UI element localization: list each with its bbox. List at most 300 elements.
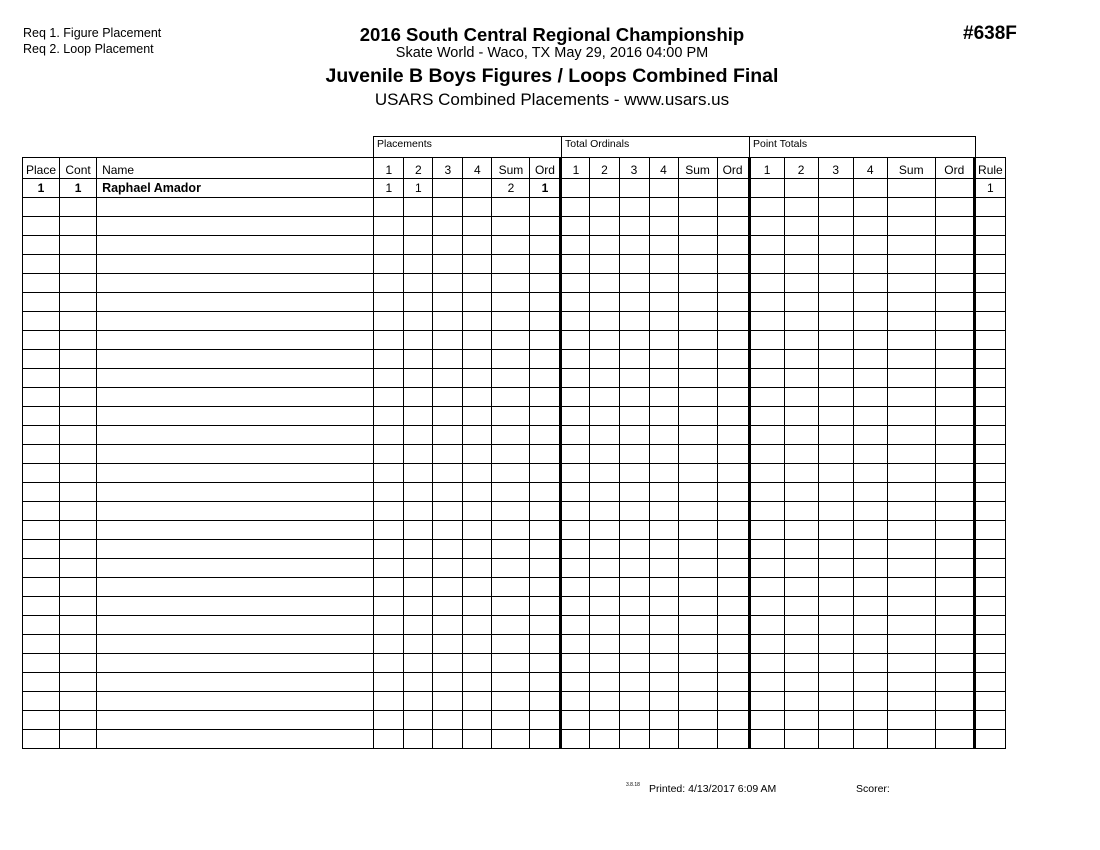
table-cell [492,654,530,673]
table-cell [60,483,97,502]
table-cell [492,293,530,312]
table-cell: 2 [492,179,530,198]
col-ordinal-sum: Sum [678,158,717,179]
table-cell [935,502,974,521]
table-cell [492,730,530,749]
table-cell: 1 [23,179,60,198]
table-cell [853,274,887,293]
table-row [23,179,1006,198]
table-cell [463,578,492,597]
table-cell [23,198,60,217]
table-cell [530,502,561,521]
table-cell [749,521,784,540]
table-cell [60,255,97,274]
table-cell [974,540,1005,559]
table-row [23,369,1006,388]
table-cell [818,445,853,464]
col-ordinal-2: 2 [590,158,619,179]
table-cell [374,407,404,426]
table-cell [749,331,784,350]
table-cell [23,578,60,597]
table-cell [887,730,935,749]
table-cell [97,312,374,331]
table-cell [678,654,717,673]
table-cell [561,198,590,217]
col-name: Name [97,158,374,179]
table-cell [60,274,97,293]
table-cell [935,274,974,293]
table-cell [404,730,433,749]
table-cell [463,730,492,749]
table-cell [561,426,590,445]
table-cell [404,597,433,616]
table-cell [887,388,935,407]
table-cell [784,616,818,635]
table-cell [433,293,463,312]
table-cell [530,331,561,350]
table-cell [818,502,853,521]
table-cell [818,521,853,540]
table-cell [935,673,974,692]
table-row [23,445,1006,464]
table-cell [23,293,60,312]
table-cell [530,293,561,312]
table-cell [935,198,974,217]
table-cell [818,559,853,578]
table-cell [23,521,60,540]
table-cell [678,673,717,692]
table-cell [818,331,853,350]
table-cell [463,407,492,426]
table-cell [619,540,649,559]
table-cell [974,711,1005,730]
table-row [23,464,1006,483]
table-cell [590,426,619,445]
table-cell [649,559,678,578]
table-cell [97,274,374,293]
table-cell [784,502,818,521]
table-cell [433,540,463,559]
table-cell [23,217,60,236]
table-cell [974,692,1005,711]
table-cell [717,293,749,312]
table-cell [887,673,935,692]
table-cell [433,597,463,616]
table-cell [935,711,974,730]
table-cell [492,502,530,521]
table-cell [974,483,1005,502]
placements-group-header: Placements [373,136,562,157]
table-cell [404,559,433,578]
table-cell [818,635,853,654]
table-cell [749,464,784,483]
table-row [23,483,1006,502]
table-cell [784,274,818,293]
table-cell [717,654,749,673]
table-cell [433,559,463,578]
col-points-sum: Sum [887,158,935,179]
table-cell [530,407,561,426]
table-cell [561,502,590,521]
table-cell [561,217,590,236]
table-cell [374,692,404,711]
table-cell [23,274,60,293]
col-placement-1: 1 [374,158,404,179]
table-cell [818,255,853,274]
col-placement-ord: Ord [530,158,561,179]
table-cell: 1 [374,179,404,198]
printed-timestamp: Printed: 4/13/2017 6:09 AM [649,783,777,795]
table-cell [649,217,678,236]
table-cell [678,445,717,464]
table-cell [463,445,492,464]
table-cell [492,426,530,445]
table-cell [749,388,784,407]
table-cell [935,179,974,198]
table-cell [974,369,1005,388]
table-row [23,407,1006,426]
table-cell [97,730,374,749]
table-cell [649,445,678,464]
table-cell [23,540,60,559]
table-cell [60,635,97,654]
table-cell [887,597,935,616]
table-cell [433,426,463,445]
table-cell [784,654,818,673]
table-cell [649,464,678,483]
table-cell [530,445,561,464]
table-cell [619,255,649,274]
table-cell [749,293,784,312]
table-cell [561,388,590,407]
table-cell [749,407,784,426]
table-cell [463,388,492,407]
table-cell [678,692,717,711]
table-cell [649,179,678,198]
table-cell [433,578,463,597]
table-cell [97,521,374,540]
table-cell [749,312,784,331]
table-cell [561,312,590,331]
table-cell [374,483,404,502]
table-cell [590,331,619,350]
table-cell [619,312,649,331]
table-cell [784,369,818,388]
table-cell [23,464,60,483]
table-cell [97,692,374,711]
table-cell [749,635,784,654]
table-cell [818,388,853,407]
table-cell [784,730,818,749]
table-cell [463,255,492,274]
table-cell [717,464,749,483]
table-cell [463,236,492,255]
table-cell [23,388,60,407]
table-cell [717,635,749,654]
col-points-3: 3 [818,158,853,179]
table-cell [530,711,561,730]
table-cell [649,635,678,654]
table-cell [23,426,60,445]
table-cell [784,540,818,559]
table-cell [974,350,1005,369]
table-cell [649,711,678,730]
table-cell [404,502,433,521]
table-cell [619,692,649,711]
table-cell [433,331,463,350]
table-cell [492,198,530,217]
table-cell [678,597,717,616]
table-cell [749,692,784,711]
table-cell [784,217,818,236]
table-cell [530,217,561,236]
table-cell [935,635,974,654]
table-cell [561,559,590,578]
table-cell [678,559,717,578]
table-cell [749,369,784,388]
table-cell [23,445,60,464]
table-cell [887,464,935,483]
table-cell [853,293,887,312]
table-cell [60,331,97,350]
table-cell [433,312,463,331]
table-cell [649,730,678,749]
table-cell [60,654,97,673]
table-cell [935,293,974,312]
table-cell [404,616,433,635]
col-ordinal-4: 4 [649,158,678,179]
table-cell [492,635,530,654]
table-cell [749,578,784,597]
table-cell [974,578,1005,597]
table-row [23,673,1006,692]
table-cell [492,274,530,293]
table-cell [935,426,974,445]
table-cell [784,635,818,654]
table-cell [935,217,974,236]
table-cell [853,654,887,673]
table-row [23,331,1006,350]
table-cell [433,692,463,711]
table-cell [887,559,935,578]
table-cell [23,616,60,635]
col-ordinal-ord: Ord [717,158,749,179]
table-cell [974,673,1005,692]
table-cell [561,597,590,616]
table-cell [818,350,853,369]
table-cell [619,635,649,654]
table-cell [374,312,404,331]
table-cell [97,673,374,692]
table-cell [374,388,404,407]
table-cell [649,540,678,559]
table-cell [530,350,561,369]
table-cell [784,293,818,312]
table-cell [887,312,935,331]
table-cell [97,350,374,369]
table-cell [887,578,935,597]
table-cell [853,312,887,331]
table-cell [60,407,97,426]
table-cell [374,217,404,236]
table-cell [374,654,404,673]
table-cell [818,198,853,217]
table-cell [463,350,492,369]
table-cell [561,578,590,597]
table-cell [60,388,97,407]
table-cell [935,540,974,559]
table-row [23,293,1006,312]
table-cell [853,521,887,540]
table-cell [97,426,374,445]
col-points-ord: Ord [935,158,974,179]
table-cell [974,521,1005,540]
table-cell [717,236,749,255]
table-cell [590,540,619,559]
table-cell [935,331,974,350]
table-cell [374,198,404,217]
table-cell [649,236,678,255]
table-cell [60,692,97,711]
table-cell [649,483,678,502]
table-cell [853,255,887,274]
table-cell [404,236,433,255]
table-cell: 1 [60,179,97,198]
table-cell [463,540,492,559]
table-cell [974,407,1005,426]
table-cell [97,559,374,578]
table-cell [433,407,463,426]
table-cell [649,578,678,597]
table-cell [463,179,492,198]
table-cell [649,616,678,635]
table-cell [590,236,619,255]
table-cell [619,559,649,578]
table-cell [23,502,60,521]
table-cell [590,369,619,388]
table-cell [935,616,974,635]
table-cell [935,350,974,369]
table-cell [853,616,887,635]
table-cell [463,198,492,217]
table-cell [561,236,590,255]
table-cell [974,616,1005,635]
table-cell [530,236,561,255]
table-cell [530,521,561,540]
table-cell [935,312,974,331]
table-cell [717,521,749,540]
table-cell: 1 [974,179,1005,198]
table-cell: Raphael Amador [97,179,374,198]
table-cell [887,198,935,217]
table-cell [853,730,887,749]
table-cell [974,445,1005,464]
table-cell [749,673,784,692]
table-cell [433,217,463,236]
table-cell [619,616,649,635]
table-cell [433,616,463,635]
table-cell [492,388,530,407]
table-row [23,559,1006,578]
table-cell [784,692,818,711]
table-cell [974,502,1005,521]
table-cell [463,635,492,654]
table-cell [935,236,974,255]
table-cell [374,559,404,578]
table-cell [97,331,374,350]
table-cell [97,198,374,217]
table-cell [974,597,1005,616]
table-cell [649,654,678,673]
table-cell [433,445,463,464]
table-cell [887,502,935,521]
table-cell [853,578,887,597]
table-cell [590,521,619,540]
table-cell [853,426,887,445]
table-cell [97,597,374,616]
table-cell [433,521,463,540]
table-cell [784,673,818,692]
table-cell [561,464,590,483]
table-cell [97,540,374,559]
table-cell [887,445,935,464]
table-cell [492,331,530,350]
table-cell [561,635,590,654]
event-number: #638F [963,23,1017,44]
table-cell [649,350,678,369]
table-cell [853,388,887,407]
table-cell [60,445,97,464]
col-ordinal-3: 3 [619,158,649,179]
table-cell [23,255,60,274]
table-cell [887,540,935,559]
table-row [23,274,1006,293]
table-cell [974,274,1005,293]
table-cell [492,312,530,331]
requirement-2: Req 2. Loop Placement [23,42,154,56]
table-row [23,217,1006,236]
table-cell [463,331,492,350]
table-cell [60,502,97,521]
table-cell [935,692,974,711]
table-cell [749,616,784,635]
table-cell [784,407,818,426]
table-cell [887,711,935,730]
table-cell [935,559,974,578]
table-cell [23,369,60,388]
table-cell [678,426,717,445]
table-cell [374,331,404,350]
table-cell [530,464,561,483]
table-cell [97,616,374,635]
table-cell [60,559,97,578]
table-cell [60,521,97,540]
table-cell [853,711,887,730]
table-cell [60,597,97,616]
table-cell [818,217,853,236]
table-cell [404,312,433,331]
table-cell [818,483,853,502]
table-cell [492,597,530,616]
table-cell [404,331,433,350]
col-placement-3: 3 [433,158,463,179]
table-cell [463,369,492,388]
table-cell [935,654,974,673]
table-cell [404,274,433,293]
table-cell [935,407,974,426]
table-cell [649,692,678,711]
table-cell [561,293,590,312]
